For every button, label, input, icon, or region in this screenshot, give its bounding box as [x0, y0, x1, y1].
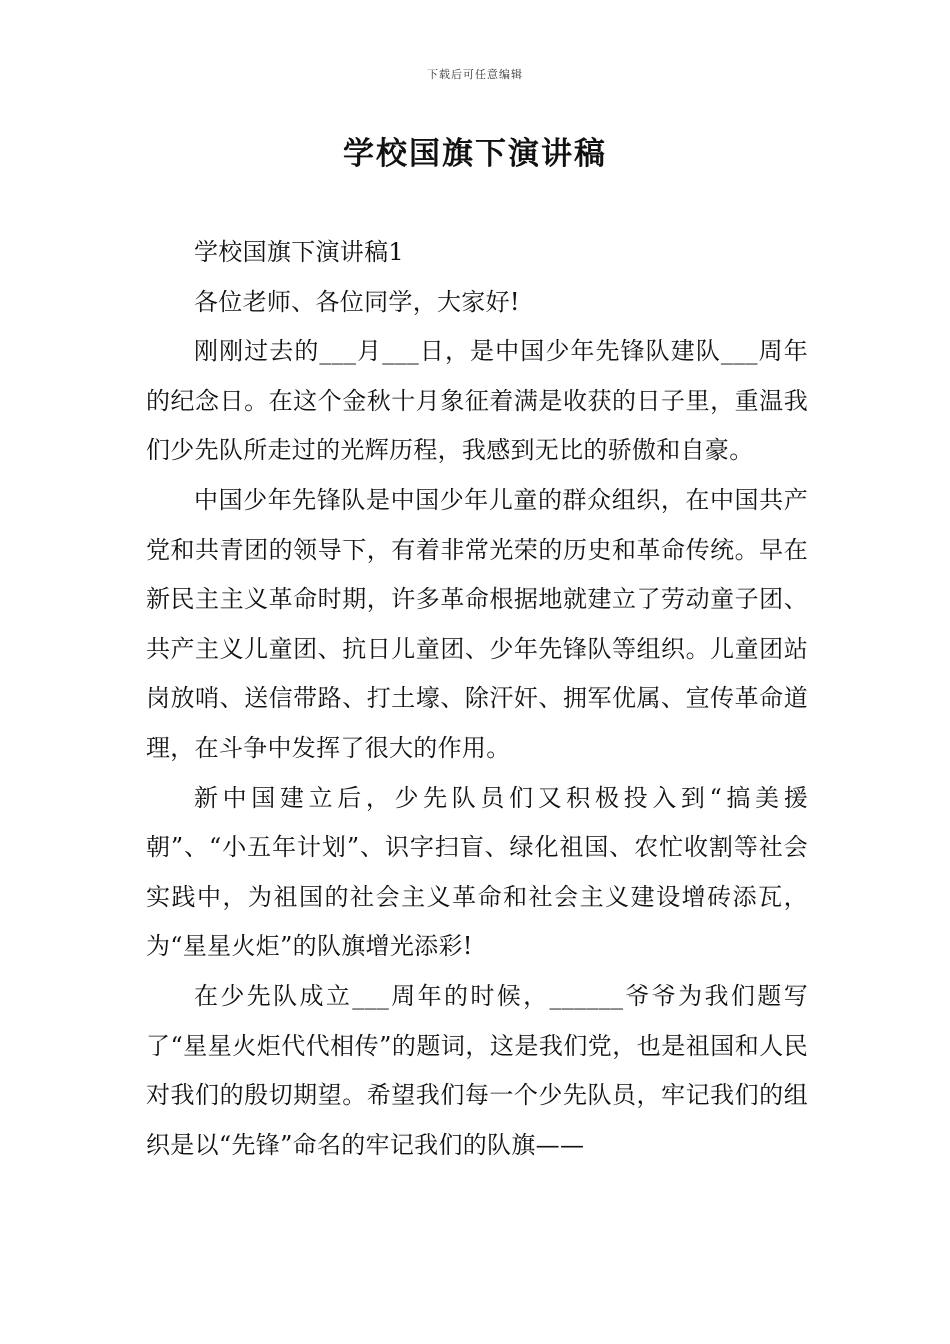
body-paragraph: 在少先队成立___周年的时候，______爷爷为我们题写了“星星火炬代代相传”的题词，这是我们党，也是祖国和人民对我们的殷切期望。希望我们每一个少先队员，牢记我们的组织是以“先锋”命名的牢记我们的队旗——: [146, 981, 808, 1159]
page-header-note: 下载后可任意编辑: [427, 68, 523, 81]
body-paragraph: 刚刚过去的___月___日，是中国少年先锋队建队___周年的纪念日。在这个金秋十月象征着满是收获的日子里，重温我们少先队所走过的光辉历程，我感到无比的骄傲和自豪。: [146, 337, 808, 465]
document-body: [146, 228, 808, 1170]
greeting-paragraph: 各位老师、各位同学，大家好!: [194, 287, 520, 316]
body-paragraph: 新中国建立后，少先队员们又积极投入到“搞美援朝”、“小五年计划”、识字扫盲、绿化祖国、农忙收割等社会实践中，为祖国的社会主义革命和社会主义建设增砖添瓦，为“星星火炬”的队旗增光添彩!: [146, 783, 808, 961]
speech-subtitle: 学校国旗下演讲稿1: [194, 238, 404, 266]
document-title: 学校国旗下演讲稿: [343, 136, 607, 172]
body-paragraph: 中国少年先锋队是中国少年儿童的群众组织，在中国共产党和共青团的领导下，有着非常光荣的历史和革命传统。早在新民主主义革命时期，许多革命根据地就建立了劳动童子团、共产主义儿童团、抗日儿童团、少年先锋队等组织。儿童团站岗放哨、送信带路、打土壕、除汗奸、拥军优属、宣传革命道理，在斗争中发挥了很大的作用。: [146, 485, 808, 762]
